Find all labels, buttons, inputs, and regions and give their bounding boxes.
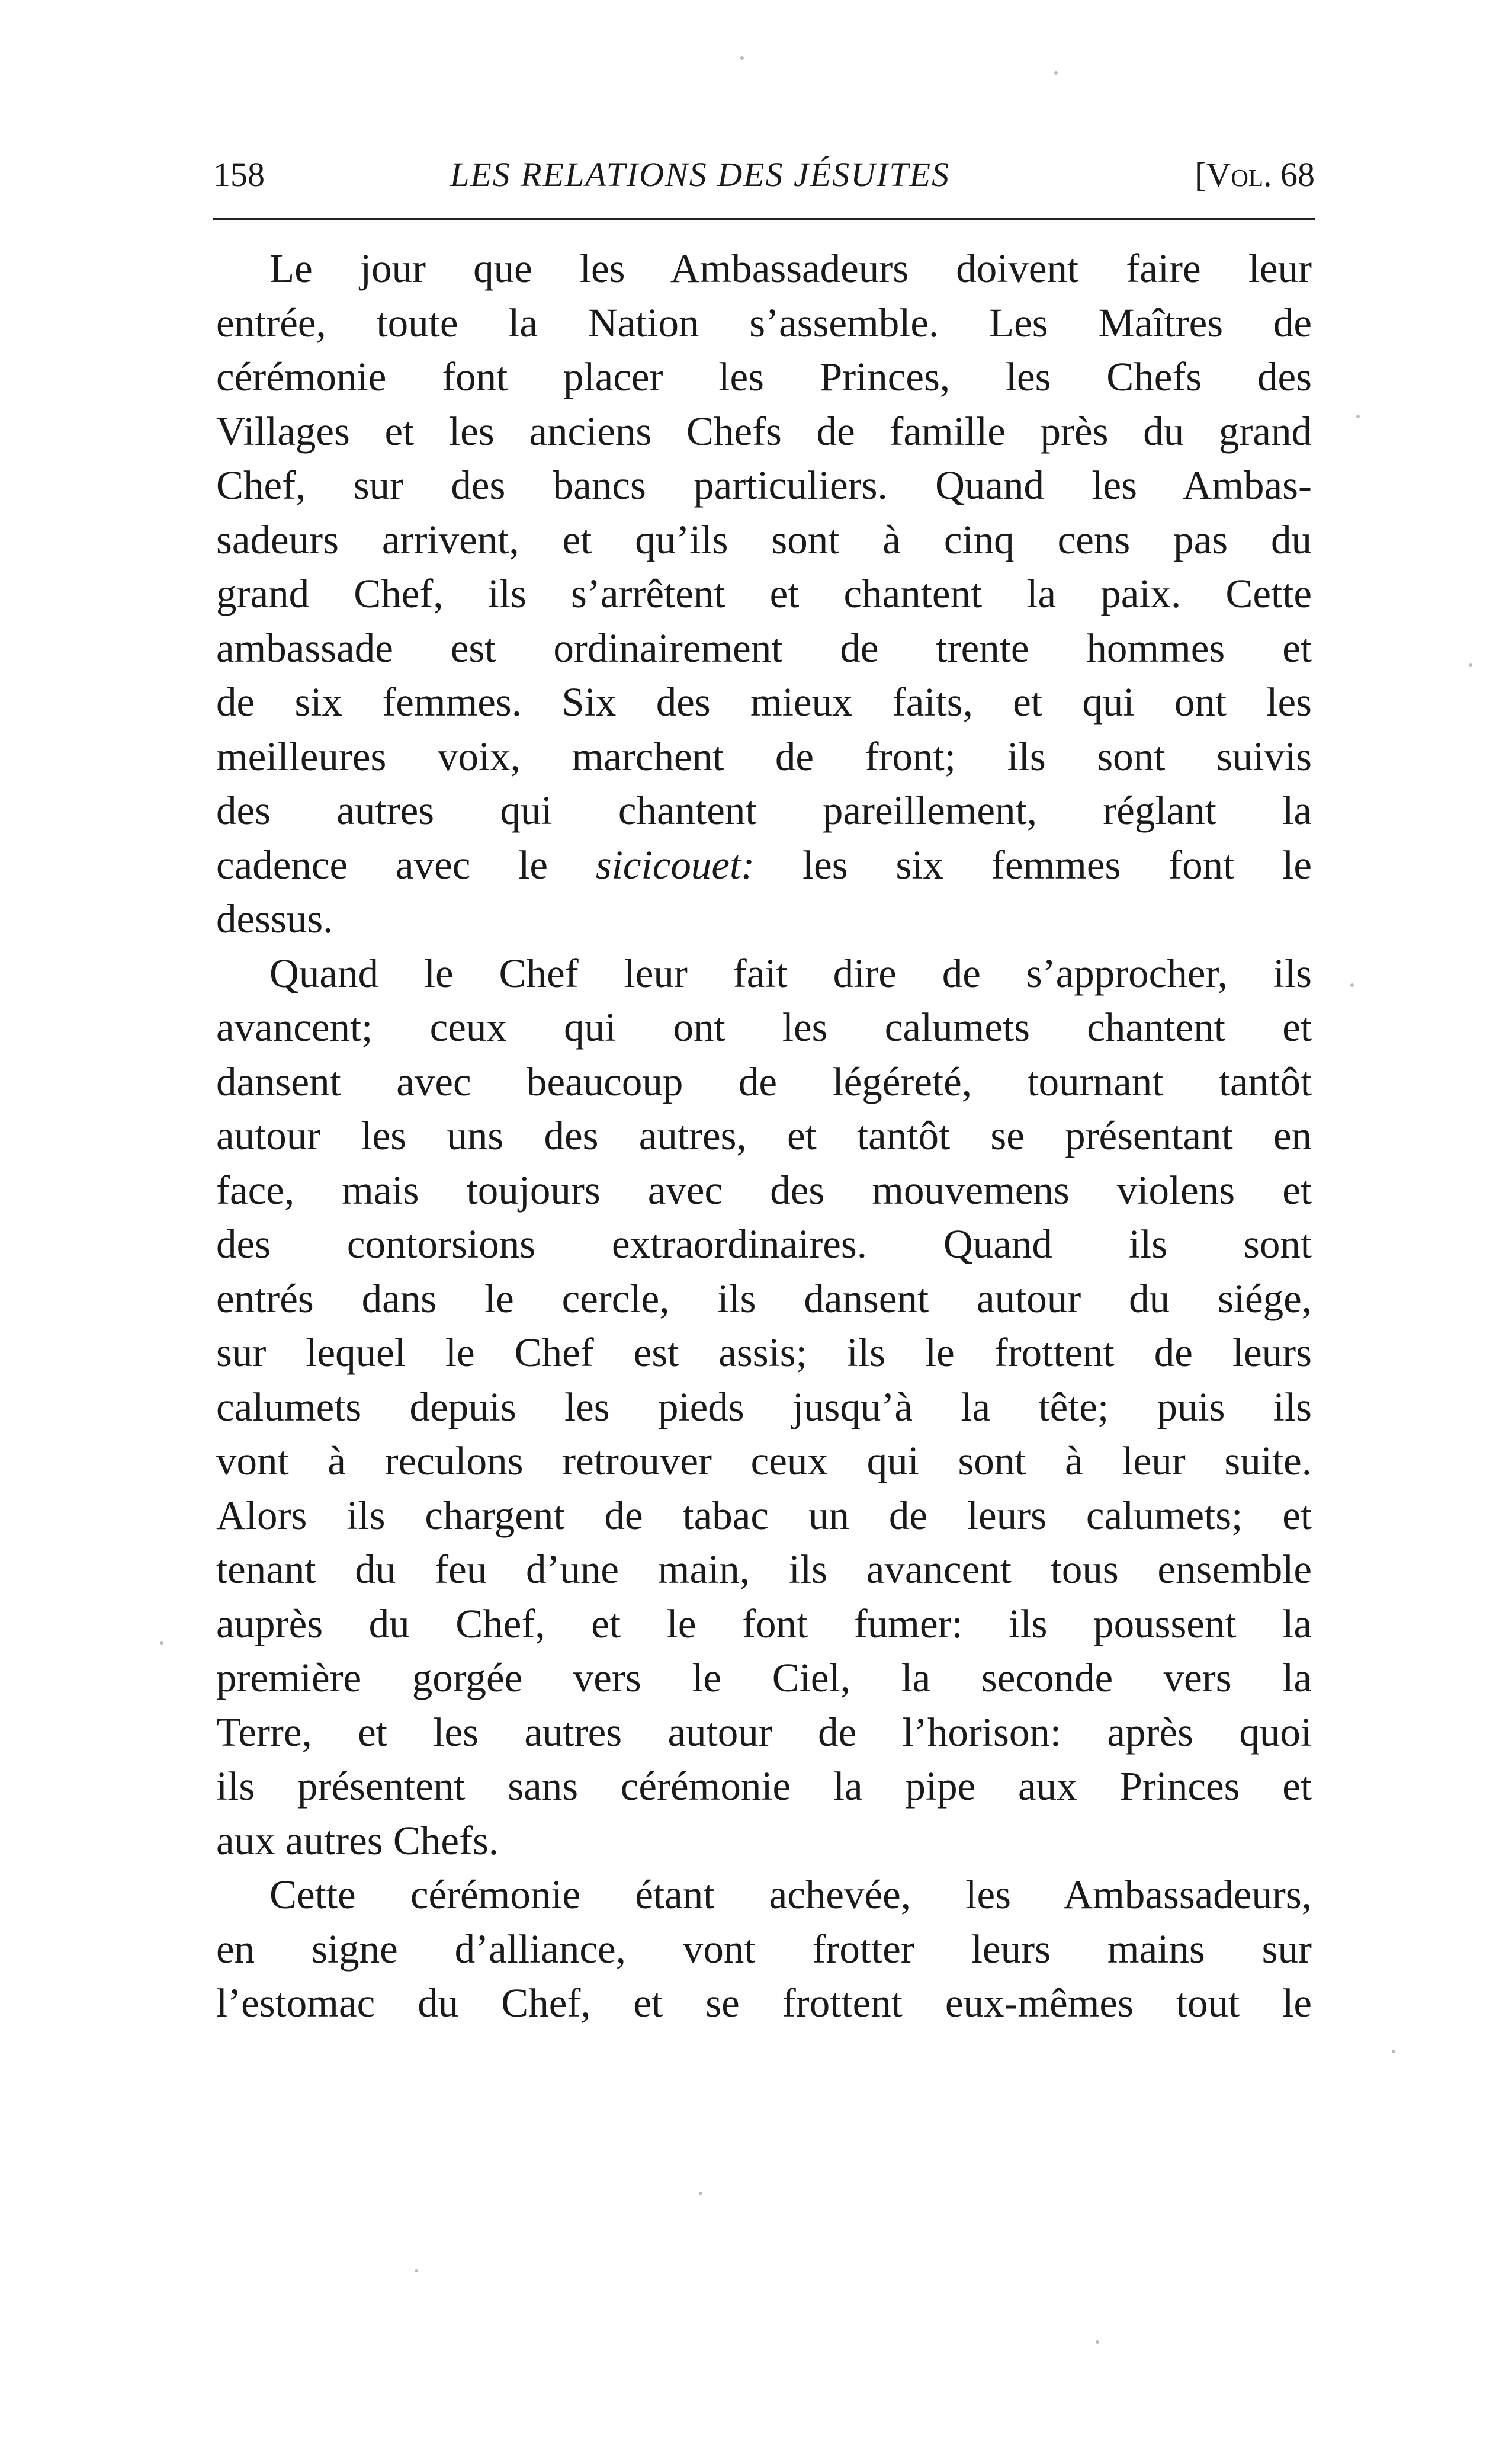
speck xyxy=(740,56,744,60)
text-line: sur lequel le Chef est assis; ils le frottent de leurs xyxy=(216,1330,1312,1375)
page-number: 158 xyxy=(213,155,265,194)
text-line: auprès du Chef, et le font fumer: ils poussent la xyxy=(216,1601,1312,1646)
speck xyxy=(1054,71,1058,75)
text-line: en signe d’alliance, vont frotter leurs mains sur xyxy=(216,1926,1312,1972)
text-line: grand Chef, ils s’arrêtent et chantent la paix. Cette xyxy=(216,571,1312,616)
text-line: vont à reculons retrouver ceux qui sont à leur suite. xyxy=(216,1438,1312,1483)
text-line: autour les uns des autres, et tantôt se présentant en xyxy=(216,1113,1312,1158)
text-line: meilleures voix, marchent de front; ils sont suivis xyxy=(216,733,1312,779)
speck xyxy=(1350,983,1354,987)
header-rule xyxy=(213,218,1315,220)
text-line: ambassade est ordinairement de trente hommes et xyxy=(216,625,1312,671)
text-line: aux autres Chefs. xyxy=(216,1817,499,1863)
text-line: cérémonie font placer les Princes, les Chefs des xyxy=(216,354,1312,399)
text-line: Alors ils chargent de tabac un de leurs calumets; et xyxy=(216,1492,1312,1538)
text-line: des autres qui chantent pareillement, réglant la xyxy=(216,788,1312,833)
text-line: avancent; ceux qui ont les calumets chantent et xyxy=(216,1005,1312,1050)
text-fragment: cadence avec le xyxy=(216,842,596,887)
speck xyxy=(1392,2050,1395,2053)
italic-term: sicicouet: xyxy=(595,842,755,887)
speck xyxy=(160,1641,163,1645)
text-line: ils présentent sans cérémonie la pipe aux Princes et xyxy=(216,1764,1312,1809)
text-line: tenant du feu d’une main, ils avancent tous ensemble xyxy=(216,1547,1312,1592)
text-line: Villages et les anciens Chefs de famille près du grand xyxy=(216,408,1312,454)
text-line: sadeurs arrivent, et qu’ils sont à cinq cens pas du xyxy=(216,517,1312,562)
speck xyxy=(1469,663,1472,667)
text-line: entrés dans le cercle, ils dansent autour du siége, xyxy=(216,1275,1312,1321)
text-line: Cette cérémonie étant achevée, les Ambassadeurs, xyxy=(269,1872,1312,1917)
body-text xyxy=(216,242,1312,2031)
text-line: Le jour que les Ambassadeurs doivent faire leur xyxy=(269,246,1312,291)
running-head xyxy=(213,151,1315,198)
text-line: de six femmes. Six des mieux faits, et qui ont les xyxy=(216,679,1312,725)
text-line: des contorsions extraordinaires. Quand ils sont xyxy=(216,1222,1312,1267)
text-line: l’estomac du Chef, et se frottent eux-mêmes tout le xyxy=(216,1980,1312,2025)
speck xyxy=(1096,2340,1099,2344)
speck xyxy=(699,2192,702,2195)
text-line: dansent avec beaucoup de légéreté, tournant tantôt xyxy=(216,1059,1312,1104)
text-line: calumets depuis les pieds jusqu’à la tête; puis ils xyxy=(216,1384,1312,1429)
text-line: première gorgée vers le Ciel, la seconde vers la xyxy=(216,1655,1312,1700)
volume-label: [Vol. 68 xyxy=(1195,155,1315,194)
text-line: entrée, toute la Nation s’assemble. Les Maîtres de xyxy=(216,300,1312,345)
text-fragment: les six femmes font le xyxy=(755,842,1312,887)
text-line: Quand le Chef leur fait dire de s’approcher, ils xyxy=(269,950,1312,996)
text-line: Terre, et les autres autour de l’horison: après quoi xyxy=(216,1709,1312,1755)
text-line: dessus. xyxy=(216,896,333,941)
text-line: face, mais toujours avec des mouvemens violens et xyxy=(216,1167,1312,1213)
running-title: LES RELATIONS DES JÉSUITES xyxy=(450,155,951,194)
speck xyxy=(1356,415,1360,418)
text-line: Chef, sur des bancs particuliers. Quand les Ambas- xyxy=(216,463,1312,508)
text-line-with-term xyxy=(216,838,1312,893)
speck xyxy=(415,2269,418,2272)
